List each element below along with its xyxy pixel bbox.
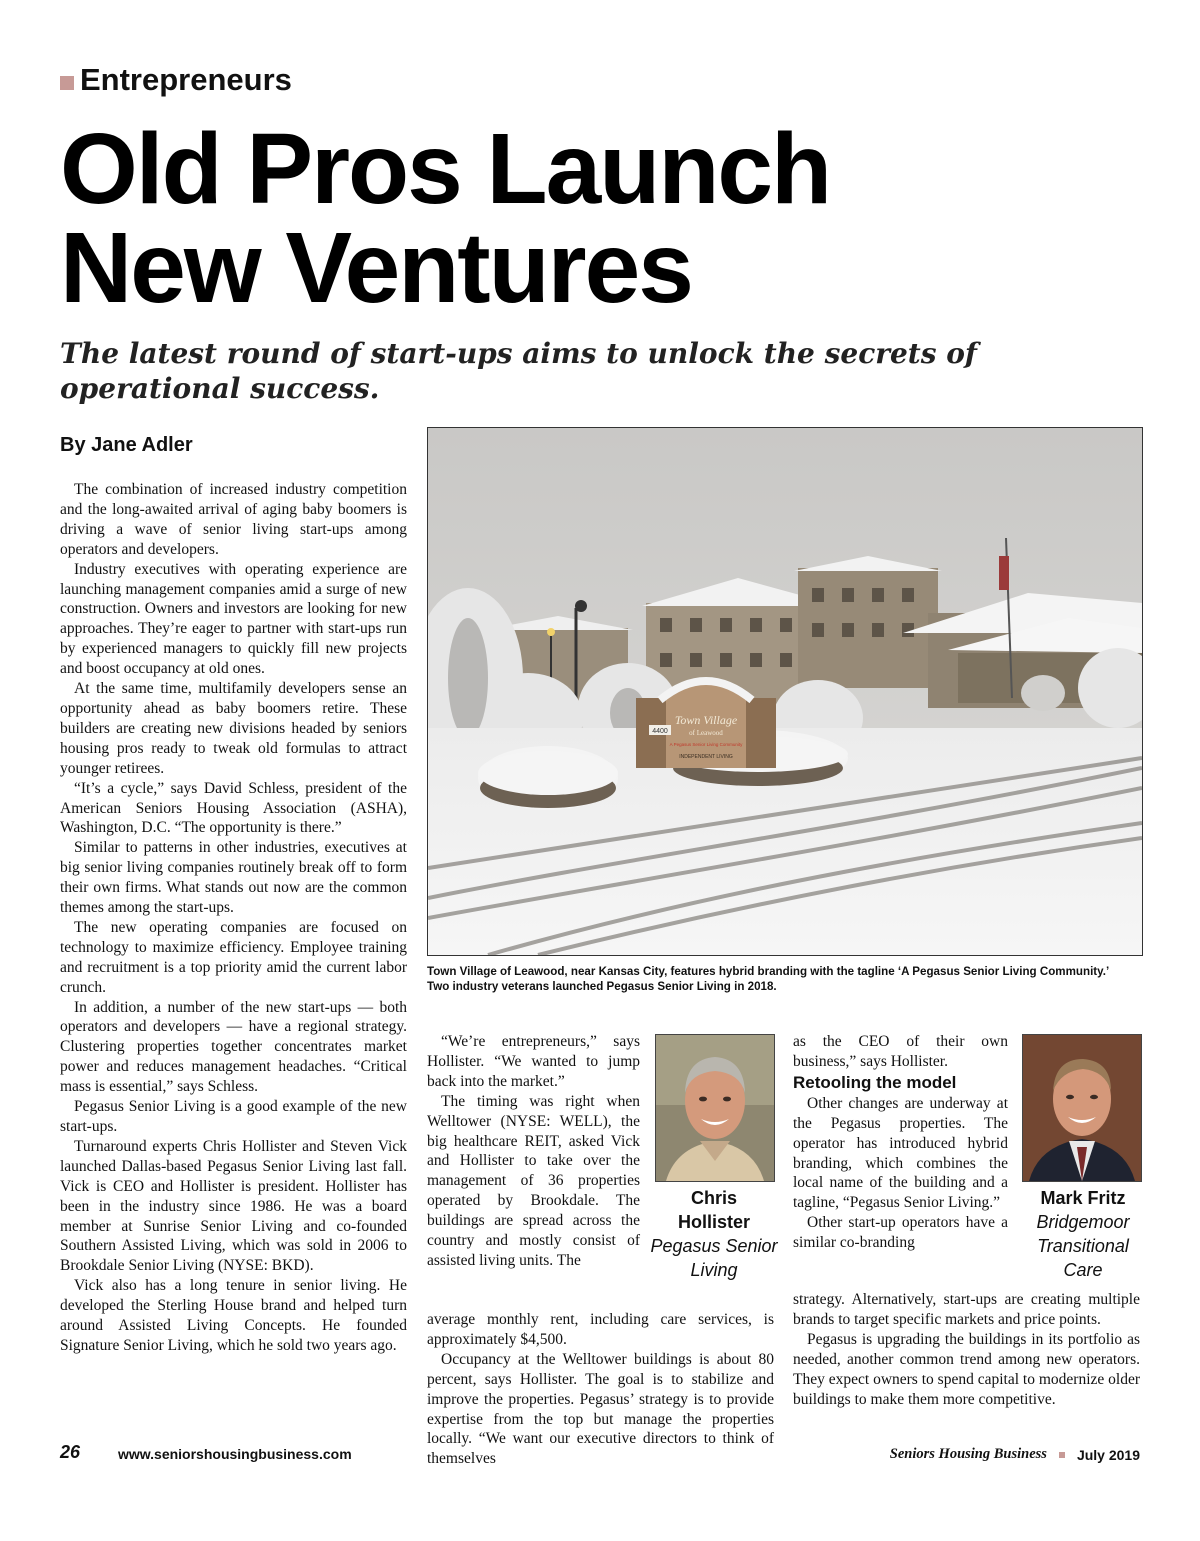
paragraph: “It’s a cycle,” says David Schless, president of the American Seniors Housing Association (ASHA), Washington, D.C. “The opportunity is there.”: [60, 779, 407, 837]
headshot-mark-fritz: [1022, 1034, 1142, 1182]
paragraph: “We’re entrepreneurs,” says Hollister. “We wanted to jump back into the market.”: [427, 1033, 640, 1090]
profile-organization: Living: [690, 1260, 738, 1280]
publication-name: Seniors Housing Business: [889, 1446, 1047, 1462]
profile-name: Mark Fritz: [1040, 1188, 1126, 1208]
portrait-illustration: [656, 1035, 774, 1181]
article-column-2: [427, 1032, 640, 1271]
deck: The latest round of start-ups aims to unlock the secrets of operational success.: [60, 337, 977, 405]
paragraph: The timing was right when Welltower (NYSE: WELL), the big healthcare REIT, asked Vick and Hollister to take over the management of 36 properties operated by Brookdale. The buildings are spread across the country and mostly consist of assisted living units. The: [427, 1092, 640, 1269]
footer-publication: [890, 1446, 1140, 1463]
paragraph: The new operating companies are focused on technology to maximize efficiency. Employee training and recruitment is a top priority amid the current labor crunch.: [60, 918, 407, 996]
article-column-3-continued: [793, 1290, 1140, 1409]
town-village-photo: [427, 427, 1143, 956]
headshot-chris-hollister: [655, 1034, 775, 1182]
paragraph: Other changes are underway at the Pegasus properties. The operator has introduced hybrid branding, which combines the local name of the building and a tagline, “Pegasus Senior Living.”: [793, 1094, 1008, 1212]
profile-name: Chris: [690, 1188, 737, 1208]
profile-organization: Bridgemoor: [1036, 1212, 1130, 1232]
paragraph: Occupancy at the Welltower buildings is about 80 percent, says Hollister. The goal is to stabilize and improve the properties. Pegasus’ strategy is to provide expertise from the top but manage the properties locally. “We want our executive directors to think of themselves: [427, 1350, 774, 1468]
paragraph: Pegasus Senior Living is a good example of the new start-ups.: [60, 1098, 407, 1135]
profile-organization: Care: [1063, 1260, 1103, 1280]
paragraph: as the CEO of their own business,” says Hollister.: [793, 1033, 1008, 1070]
paragraph: Pegasus is upgrading the buildings in its portfolio as needed, another common trend among new operators. They expect owners to spend capital to modernize older buildings to make them more competitive.: [793, 1330, 1140, 1408]
article-column-2-continued: [427, 1310, 774, 1469]
headline: [60, 113, 1160, 324]
headline-line-1: Old Pros Launch: [60, 113, 831, 225]
sign-text-type: INDEPENDENT LIVING: [679, 754, 733, 760]
paragraph: Other start-up operators have a similar co-branding: [793, 1214, 1008, 1252]
headline-line-2: New Ventures: [60, 212, 692, 324]
caption-line-1: Town Village of Leawood, near Kansas City, features hybrid branding with the tagline ‘A Pegasus Senior Living Community.’: [427, 965, 1110, 978]
article-column-1: [60, 480, 407, 1356]
article-column-3: [793, 1032, 1008, 1253]
footer-separator: [1059, 1452, 1065, 1458]
paragraph: average monthly rent, including care services, is approximately $4,500.: [427, 1311, 774, 1348]
section-header: [60, 62, 292, 98]
paragraph: At the same time, multifamily developers sense an opportunity ahead as baby boomers retire. These builders are creating new divisions headed by seniors housing pros ready to tweak old formulas to attract younger retirees.: [60, 680, 407, 777]
caption-line-2: Two industry veterans launched Pegasus Senior Living in 2018.: [427, 980, 777, 993]
byline: By Jane Adler: [60, 434, 193, 456]
profile-organization: Transitional: [1037, 1236, 1129, 1256]
profile-caption-mark-fritz: [1016, 1186, 1150, 1282]
paragraph: The combination of increased industry competition and the long-awaited arrival of aging baby boomers is driving a wave of senior living start-ups among operators and developers.: [60, 481, 407, 558]
portrait-illustration: [1023, 1035, 1141, 1181]
paragraph: Vick also has a long tenure in senior living. He developed the Sterling House brand and helped turn around Assisted Living Concepts. He founded Signature Senior Living, which he sold two years ago.: [60, 1277, 407, 1354]
paragraph: Turnaround experts Chris Hollister and Steven Vick launched Dallas-based Pegasus Senior Living last fall. Vick is CEO and Hollister is president. Hollister has been in the industry since 1986. He was a board member at Sunrise Senior Living and co-founded Southern Assisted Living, which was sold in 2006 to Brookdale Senior Living (NYSE: BKD).: [60, 1137, 407, 1275]
paragraph: strategy. Alternatively, start-ups are creating multiple brands to target specific markets and price points.: [793, 1291, 1140, 1328]
snow-scene-illustration: [428, 428, 1142, 955]
sign-address-number: 4400: [652, 728, 668, 735]
paragraph: Industry executives with operating experience are launching management companies amid a surge of new construction. Owners and investors are looking for new approaches. They’re eager to partner with start-ups run by experienced managers to quickly fill new projects and boost occupancy at old ones.: [60, 560, 407, 678]
paragraph: Similar to patterns in other industries, executives at big senior living companies routinely break off to form their own firms. What stands out now are the common themes among the start-ups.: [60, 839, 407, 917]
paragraph: In addition, a number of the new start-ups — both operators and developers — have a regional strategy. Clustering properties together concentrates market power and reduces management headaches. “Critical mass is essential,” says Schless.: [60, 998, 407, 1096]
subhead: Retooling the model: [793, 1072, 957, 1092]
profile-caption-chris-hollister: [648, 1186, 780, 1282]
section-marker: [60, 76, 74, 90]
footer-url: www.seniorshousingbusiness.com: [118, 1446, 352, 1462]
sign-text-tagline: A Pegasus Senior Living Community: [669, 742, 743, 747]
sign-text-location: of Leawood: [689, 729, 723, 737]
photo-caption: [427, 964, 1147, 994]
page-number: 26: [60, 1442, 81, 1462]
issue-date: July 2019: [1076, 1446, 1140, 1463]
sign-text-name: Town Village: [674, 713, 738, 727]
profile-name: Hollister: [677, 1212, 751, 1232]
section-label: Entrepreneurs: [80, 62, 292, 97]
profile-organization: Pegasus Senior: [650, 1236, 778, 1256]
